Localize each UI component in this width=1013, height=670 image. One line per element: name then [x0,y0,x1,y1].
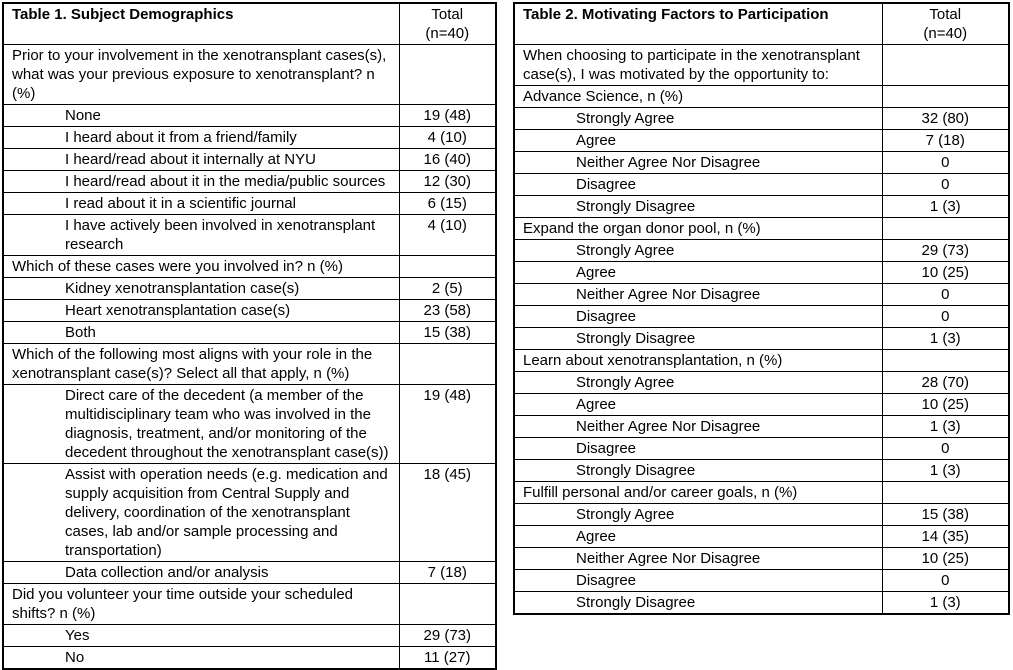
item-label: Disagree [514,306,882,328]
table-row [3,105,496,127]
item-label: Neither Agree Nor Disagree [514,548,882,570]
item-label: None [3,105,399,127]
table-row [514,592,1009,615]
total-value: 28 (70) [882,372,1009,394]
total-value: 16 (40) [399,149,496,171]
total-value: 15 (38) [399,322,496,344]
table-row [514,284,1009,306]
table-row [3,464,496,562]
total-value: 12 (30) [399,171,496,193]
table-row [514,306,1009,328]
table-row [3,193,496,215]
total-value: 0 [882,174,1009,196]
table-row [514,196,1009,218]
item-label: Yes [3,625,399,647]
item-label: Assist with operation needs (e.g. medication and supply acquisition from Central Supply and delivery, coordination of the xenotransplant cases, lab and/or sample processing and transportation) [3,464,399,562]
item-label: Data collection and/or analysis [3,562,399,584]
table-row [514,526,1009,548]
item-label: Strongly Disagree [514,196,882,218]
section-label: Fulfill personal and/or career goals, n (%) [514,482,882,504]
total-value [399,45,496,105]
total-value: 0 [882,152,1009,174]
table-row [514,548,1009,570]
item-label: Strongly Disagree [514,460,882,482]
total-value: 2 (5) [399,278,496,300]
total-value: 1 (3) [882,416,1009,438]
total-value: 32 (80) [882,108,1009,130]
table-row [514,218,1009,240]
total-value [882,482,1009,504]
total-value: 1 (3) [882,196,1009,218]
table-row [514,108,1009,130]
section-label: Did you volunteer your time outside your scheduled shifts? n (%) [3,584,399,625]
item-label: Neither Agree Nor Disagree [514,152,882,174]
table-row [3,45,496,105]
total-value [882,350,1009,372]
total-header-label: Total [929,6,962,23]
table-1-total-header [399,3,496,45]
total-header-n: (n=40) [923,25,968,42]
total-value: 14 (35) [882,526,1009,548]
section-label: Learn about xenotransplantation, n (%) [514,350,882,372]
section-label: Which of these cases were you involved in? n (%) [3,256,399,278]
total-value: 10 (25) [882,262,1009,284]
total-value [399,256,496,278]
section-label: Which of the following most aligns with your role in the xenotransplant case(s)? Select all that apply, n (%) [3,344,399,385]
item-label: Both [3,322,399,344]
total-value: 23 (58) [399,300,496,322]
total-value: 29 (73) [882,240,1009,262]
total-value: 18 (45) [399,464,496,562]
item-label: Neither Agree Nor Disagree [514,416,882,438]
table-row [3,278,496,300]
item-label: Strongly Disagree [514,592,882,615]
total-value [882,45,1009,86]
item-label: Agree [514,526,882,548]
total-value: 1 (3) [882,460,1009,482]
item-label: Strongly Agree [514,372,882,394]
section-label: When choosing to participate in the xenotransplant case(s), I was motivated by the opportunity to: [514,45,882,86]
total-value: 7 (18) [882,130,1009,152]
item-label: I heard about it from a friend/family [3,127,399,149]
table-row [514,438,1009,460]
section-label: Expand the organ donor pool, n (%) [514,218,882,240]
total-value: 10 (25) [882,394,1009,416]
total-value: 6 (15) [399,193,496,215]
item-label: Neither Agree Nor Disagree [514,284,882,306]
item-label: I have actively been involved in xenotransplant research [3,215,399,256]
total-value: 19 (48) [399,105,496,127]
table-header-row [514,3,1009,45]
table-row [514,482,1009,504]
item-label: Kidney xenotransplantation case(s) [3,278,399,300]
item-label: Agree [514,130,882,152]
table-1-body [3,45,496,670]
total-value [399,344,496,385]
table-2-body [514,45,1009,615]
table-row [3,344,496,385]
total-value: 29 (73) [399,625,496,647]
table-row [514,372,1009,394]
table-row [514,174,1009,196]
table-row [514,416,1009,438]
total-value: 1 (3) [882,592,1009,615]
item-label: Disagree [514,438,882,460]
table-row [3,322,496,344]
section-label: Prior to your involvement in the xenotransplant cases(s), what was your previous exposure to xenotransplant? n (%) [3,45,399,105]
total-value: 0 [882,438,1009,460]
item-label: I read about it in a scientific journal [3,193,399,215]
total-value: 7 (18) [399,562,496,584]
item-label: No [3,647,399,670]
table-row [3,562,496,584]
total-value: 19 (48) [399,385,496,464]
table-row [3,584,496,625]
item-label: Strongly Agree [514,108,882,130]
total-value: 15 (38) [882,504,1009,526]
item-label: Strongly Disagree [514,328,882,350]
total-value: 4 (10) [399,215,496,256]
table-row [514,504,1009,526]
table-row [514,394,1009,416]
item-label: Direct care of the decedent (a member of the multidisciplinary team who was involved in the diagnosis, treatment, and/or monitoring of the decedent throughout the xenotransplant case(s)) [3,385,399,464]
total-value: 0 [882,306,1009,328]
table-1-title: Table 1. Subject Demographics [3,3,399,45]
item-label: I heard/read about it internally at NYU [3,149,399,171]
total-value: 10 (25) [882,548,1009,570]
item-label: Strongly Agree [514,504,882,526]
table-row [514,130,1009,152]
table-row [3,215,496,256]
table-2-total-header [882,3,1009,45]
item-label: I heard/read about it in the media/public sources [3,171,399,193]
table-row [3,127,496,149]
total-value: 1 (3) [882,328,1009,350]
total-value: 11 (27) [399,647,496,670]
table-row [514,328,1009,350]
total-value [399,584,496,625]
total-header-label: Total [431,6,464,23]
total-value [882,218,1009,240]
table-row [3,300,496,322]
section-label: Advance Science, n (%) [514,86,882,108]
motivating-factors-table [513,2,1010,615]
table-row [3,385,496,464]
item-label: Disagree [514,570,882,592]
item-label: Strongly Agree [514,240,882,262]
table-row [3,171,496,193]
table-row [514,262,1009,284]
item-label: Agree [514,394,882,416]
item-label: Agree [514,262,882,284]
total-value: 0 [882,570,1009,592]
table-row [3,149,496,171]
item-label: Heart xenotransplantation case(s) [3,300,399,322]
table-row [514,460,1009,482]
table-row [514,152,1009,174]
table-row [514,45,1009,86]
table-header-row [3,3,496,45]
total-value [882,86,1009,108]
table-row [3,625,496,647]
total-value: 0 [882,284,1009,306]
subject-demographics-table [2,2,497,670]
item-label: Disagree [514,174,882,196]
table-row [514,570,1009,592]
total-value: 4 (10) [399,127,496,149]
total-header-n: (n=40) [425,25,470,42]
table-row [514,350,1009,372]
table-2-title: Table 2. Motivating Factors to Participation [514,3,882,45]
table-row [514,86,1009,108]
table-row [3,647,496,670]
table-row [3,256,496,278]
table-row [514,240,1009,262]
